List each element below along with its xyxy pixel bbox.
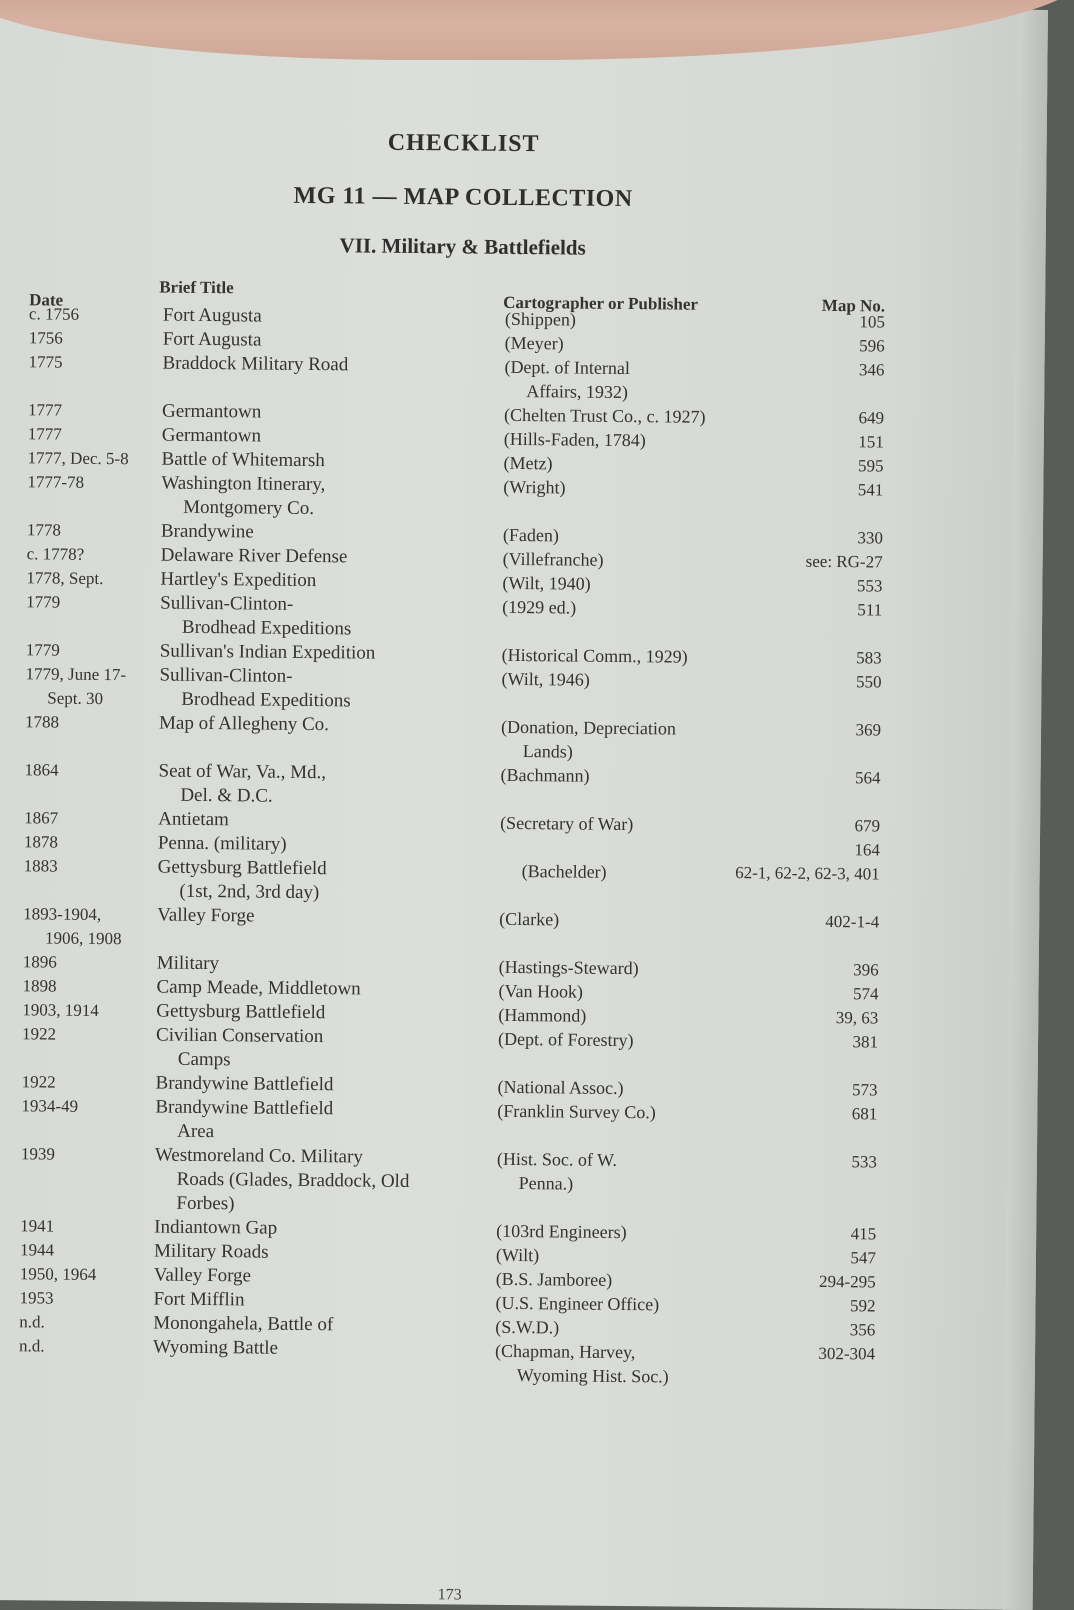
publisher-cell [501,715,801,766]
date-cell [24,806,164,831]
title-cell-line: Camps [177,1048,231,1071]
title-cell-line: Brandywine Battlefield [155,1096,334,1120]
section-title: VII. Military & Battlefields [339,233,586,260]
title-cell-line: Sullivan-Clinton- [159,664,293,687]
map-number-cell: 415 [850,1224,877,1244]
map-number-cell: 511 [857,600,883,620]
title-cell [153,1288,493,1315]
publisher-cell [495,1315,795,1342]
title-cell [161,448,501,475]
date-cell-line: 1906, 1908 [44,928,122,949]
title-cell [161,472,501,523]
date-cell [23,950,163,975]
date-cell [26,638,166,663]
collection-title: MG 11 — MAP COLLECTION [293,182,633,213]
title-cell-line: Washington Itinerary, [161,472,326,496]
title-cell [154,1144,495,1219]
date-cell-line: 1775 [28,352,63,372]
title-cell [156,976,496,1003]
publisher-cell [502,643,802,670]
map-number-cell: 39, 63 [835,1008,879,1028]
date-cell-line: 1944 [19,1240,55,1260]
title-cell-line: Sullivan-Clinton- [160,592,294,615]
title-cell-line: Fort Mifflin [153,1288,245,1311]
date-cell-line: 1883 [23,856,58,876]
date-cell [21,1094,161,1119]
map-number-cell: 105 [859,312,886,332]
title-cell-line: Wyoming Battle [152,1336,279,1359]
date-cell-line: 1777 [27,400,63,420]
date-cell-line: 1922 [21,1072,56,1092]
publisher-cell-line: Lands) [522,741,573,762]
title-cell [163,304,503,331]
date-cell [19,1334,159,1359]
publisher-cell-line: (U.S. Engineer Office) [495,1292,660,1315]
date-cell [22,998,162,1023]
publisher-cell-line: Penna.) [518,1173,574,1194]
title-cell-line: Indiantown Gap [154,1216,278,1239]
map-number-cell: 649 [858,408,885,428]
publisher-cell-line: (Historical Comm., 1929) [501,644,688,667]
map-number-cell: 564 [854,768,881,788]
title-cell [162,424,502,451]
publisher-cell-line: (Bachelder) [521,861,607,882]
title-cell-line: Military [156,952,220,975]
publisher-cell-line: (Donation, Depreciation [500,716,677,739]
publisher-cell-line: (Faden) [502,524,559,546]
map-number-cell: 596 [859,336,885,356]
date-cell [25,710,165,735]
title-cell-line: Gettysburg Battlefield [157,856,327,880]
publisher-cell-line: (Van Hook) [498,980,584,1002]
column-header-map-no: Map No. [821,295,886,316]
title-cell [153,1312,493,1339]
title-cell-line: Sullivan's Indian Expedition [159,640,376,664]
date-cell [28,350,168,375]
title-cell-line: Penna. (military) [157,832,287,855]
publisher-cell-line: (Clarke) [499,908,560,930]
publisher-cell-line: (Bachmann) [500,764,590,786]
map-number-cell: 533 [851,1152,877,1172]
publisher-cell-line: (Metz) [503,452,553,474]
map-number-cell: 164 [854,840,880,860]
date-cell-line: 1934-49 [21,1096,79,1116]
title-cell-line: Fort Augusta [162,328,262,351]
map-number-cell: 402-1-4 [825,911,880,932]
publisher-cell-line: (103rd Engineers) [496,1220,627,1243]
date-cell [21,1070,161,1095]
title-cell-line: Valley Forge [153,1264,252,1287]
publisher-cell [500,763,800,790]
title-cell [162,400,502,427]
date-cell-line: 1777-78 [27,472,85,492]
publisher-cell [505,331,805,358]
publisher-cell-line: (Meyer) [504,332,564,354]
map-number-cell: 381 [852,1032,879,1052]
map-number-cell: 573 [851,1080,878,1100]
publisher-cell [496,1243,796,1270]
publisher-cell [505,307,805,334]
date-cell-line: 1898 [22,976,57,996]
publisher-cell-line: (Dept. of Forestry) [497,1028,634,1051]
publisher-cell [496,1267,796,1294]
date-cell [20,1262,160,1287]
publisher-cell [503,475,803,502]
title-cell [161,520,501,547]
map-number-cell: 356 [849,1320,876,1340]
title-cell-line: Monongahela, Battle of [153,1312,334,1336]
publisher-cell [497,1099,797,1126]
date-cell [20,1214,160,1239]
title-cell-line: Del. & D.C. [180,784,273,807]
date-cell [27,542,167,567]
title-cell [157,952,497,979]
column-header-date: Date [29,290,64,310]
title-cell [158,832,498,859]
map-number-cell: see: RG-27 [805,551,883,572]
publisher-cell-line: (Wilt) [495,1244,540,1266]
checklist-title: CHECKLIST [387,129,540,158]
date-cell-line: 1778, Sept. [26,568,104,589]
title-cell [154,1240,494,1267]
publisher-cell-line: (Hills-Faden, 1784) [503,428,646,451]
title-cell-line: Westmoreland Co. Military [154,1144,363,1168]
map-number-cell: 330 [857,528,883,548]
publisher-cell-line: (Wilt, 1946) [501,668,590,690]
title-cell [153,1336,493,1363]
title-cell [154,1264,494,1291]
date-cell [19,1286,159,1311]
date-cell-line: 1779 [26,592,61,612]
title-cell-line: Civilian Conservation [155,1024,324,1048]
date-cell-line: 1788 [24,712,60,732]
map-number-cell: 369 [855,720,882,740]
date-cell [22,974,162,999]
map-number-cell: 151 [858,432,884,452]
date-cell-line: 1779, June 17- [25,664,127,685]
title-cell-line: Fort Augusta [162,304,262,327]
date-cell [29,302,169,327]
date-cell-line: 1878 [23,832,59,852]
page-number: 173 [437,1586,462,1604]
map-number-cell: 583 [856,648,882,668]
title-cell-line: Map of Allegheny Co. [158,712,330,736]
publisher-cell [502,595,802,622]
column-header-publisher: Cartographer or Publisher [503,292,699,314]
title-cell [161,544,501,571]
publisher-cell-line: (National Assoc.) [497,1076,624,1099]
title-cell [160,640,500,667]
map-number-cell: 550 [855,672,882,692]
date-cell [27,518,167,543]
date-cell-line: 1941 [20,1216,55,1236]
publisher-cell [503,547,803,574]
title-cell [157,856,497,907]
title-cell [162,352,502,379]
title-cell [158,760,498,811]
date-cell-line: 1893-1904, [23,904,102,925]
publisher-cell [504,427,804,454]
title-cell [158,808,498,835]
title-cell-line: Brandywine [160,520,254,543]
date-cell [29,326,169,351]
publisher-cell-line: (Hammond) [498,1004,587,1026]
date-cell-line: c. 1756 [28,304,80,324]
publisher-cell [496,1219,796,1246]
publisher-cell-line: (1929 ed.) [502,596,577,618]
map-number-cell: 679 [854,816,881,836]
date-cell-line: 1950, 1964 [19,1264,97,1284]
date-cell [28,422,168,447]
publisher-cell-line: (Hastings-Steward) [498,956,639,979]
title-cell-line: Brodhead Expeditions [181,616,352,640]
map-number-cell: 595 [857,456,884,476]
date-cell-line: 1903, 1914 [22,1000,99,1020]
publisher-cell [498,1003,798,1030]
title-cell-line: Brodhead Expeditions [181,688,351,712]
title-cell-line: Valley Forge [157,904,255,927]
date-cell-line: Sept. 30 [47,688,104,709]
date-cell-line: 1864 [24,760,59,780]
publisher-cell-line: Affairs, 1932) [526,381,629,403]
date-cell [24,758,164,783]
table-row [0,1142,989,1224]
title-cell-line: Roads (Glades, Braddock, Old [176,1168,410,1192]
map-number-cell: 553 [856,576,883,596]
title-cell [156,1024,496,1075]
publisher-cell [497,1147,797,1198]
date-cell-line: n.d. [19,1312,45,1332]
title-cell-line: Antietam [158,808,229,831]
publisher-cell-line: (Villefranche) [502,548,604,570]
publisher-cell [501,667,801,694]
publisher-cell-line: (Wilt, 1940) [502,572,591,594]
title-cell-line: Forbes) [176,1192,235,1215]
title-cell [159,712,499,739]
title-cell-line: Battle of Whitemarsh [161,448,325,472]
map-number-cell: 62-1, 62-2, 62-3, 401 [735,863,880,884]
publisher-cell [504,355,804,406]
title-cell-line: Montgomery Co. [183,496,315,520]
title-cell [155,1072,495,1099]
table-row [0,1334,987,1392]
title-cell [157,904,497,931]
date-cell [27,446,167,471]
publisher-cell-line: (S.W.D.) [495,1316,560,1338]
publisher-cell [498,979,798,1006]
title-cell [156,1000,496,1027]
publisher-cell-line: (Chapman, Harvey, [494,1340,636,1363]
publisher-cell [497,1075,797,1102]
checklist-table [0,302,997,1392]
title-cell-line: Brandywine Battlefield [155,1072,334,1096]
title-cell [160,592,500,643]
date-cell [19,1310,159,1335]
map-number-cell: 294-295 [818,1271,876,1292]
title-cell-line: (1st, 2nd, 3rd day) [179,880,320,904]
date-cell-line: 1756 [28,328,63,348]
title-cell [154,1216,494,1243]
publisher-cell [503,523,803,550]
map-number-cell: 592 [849,1296,876,1316]
title-cell-line: Germantown [161,400,262,423]
publisher-cell-line: (B.S. Jamboree) [495,1268,613,1290]
publisher-cell [503,451,803,478]
date-cell-line: 1777, Dec. 5-8 [27,448,129,469]
title-cell-line: Area [177,1120,215,1143]
publisher-cell-line: (Chelten Trust Co., c. 1927) [503,404,706,427]
title-cell-line: Gettysburg Battlefield [156,1000,326,1024]
date-cell-line: 1777 [27,424,62,444]
map-number-cell: 574 [852,984,879,1004]
publisher-cell [498,1027,798,1054]
date-cell [20,1238,160,1263]
page-edge [1003,10,1048,1610]
title-cell-line: Seat of War, Va., Md., [158,760,327,784]
date-cell [23,902,163,951]
title-cell-line: Military Roads [153,1240,269,1263]
date-cell [22,1022,162,1047]
date-cell [26,566,166,591]
title-cell [159,664,499,715]
date-cell [25,662,165,711]
title-cell-line: Delaware River Defense [160,544,348,568]
date-cell [24,854,164,879]
date-cell-line: n.d. [18,1336,45,1356]
title-cell-line: Camp Meade, Middletown [156,976,361,1000]
map-number-cell: 541 [857,480,884,500]
date-cell-line: 1867 [24,808,59,828]
map-number-cell: 396 [853,960,879,980]
publisher-cell [502,571,802,598]
date-cell-line: 1939 [20,1144,56,1164]
date-cell-line: 1953 [19,1288,54,1308]
publisher-cell [495,1291,795,1318]
map-number-cell: 346 [858,360,885,380]
publisher-cell-line: (Dept. of Internal [504,356,631,379]
title-cell-line: Hartley's Expedition [160,568,317,592]
column-header-title: Brief Title [159,277,234,298]
publisher-cell-line: (Shippen) [504,308,577,330]
date-cell-line: 1778 [26,520,62,540]
date-cell [21,1142,161,1167]
date-cell-line: 1779 [25,640,60,660]
title-cell [155,1096,495,1147]
map-number-cell: 547 [850,1248,877,1268]
date-cell [28,398,168,423]
date-cell-line: c. 1778? [26,544,85,564]
publisher-cell [499,907,799,934]
title-cell [160,568,500,595]
publisher-cell-line: (Wright) [503,476,566,498]
publisher-cell-line: (Hist. Soc. of W. [496,1148,618,1170]
publisher-cell [495,1339,795,1390]
date-cell-line: 1922 [21,1024,57,1044]
map-number-cell: 681 [851,1104,878,1124]
publisher-cell [499,955,799,982]
date-cell [26,590,166,615]
title-cell-line: Braddock Military Road [162,352,349,376]
publisher-cell-line: (Franklin Survey Co.) [497,1100,656,1123]
title-cell [163,328,503,355]
date-cell [24,830,164,855]
title-cell-line: Germantown [161,424,262,447]
publisher-cell-line: Wyoming Hist. Soc.) [516,1365,669,1387]
date-cell-line: 1896 [22,952,57,972]
publisher-cell [500,811,800,838]
publisher-cell [504,403,804,430]
publisher-cell-line: (Secretary of War) [500,812,634,835]
date-cell [27,470,167,495]
map-number-cell: 302-304 [818,1343,876,1364]
